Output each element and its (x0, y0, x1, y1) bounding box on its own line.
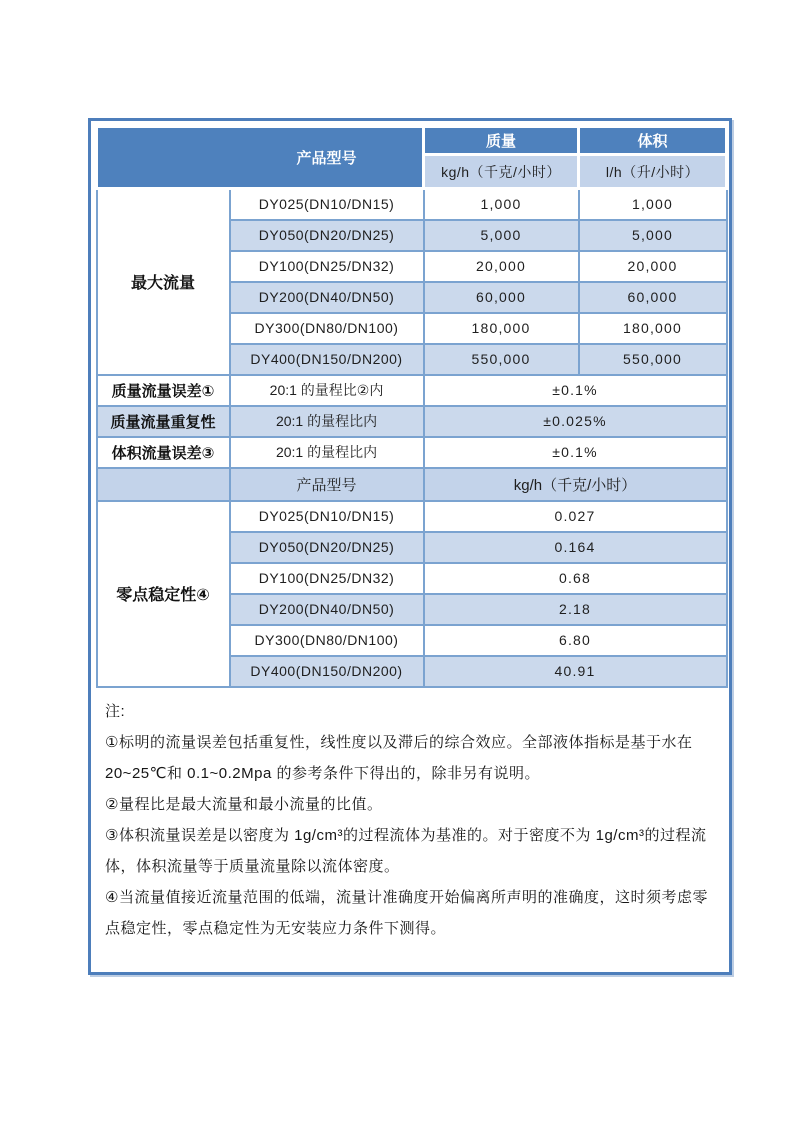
accuracy-value: ±0.1% (424, 375, 727, 406)
header-mass-unit: kg/h（千克/小时） (424, 155, 579, 189)
model-cell: DY100(DN25/DN32) (230, 563, 424, 594)
model-cell: DY300(DN80/DN100) (230, 625, 424, 656)
model-cell: DY050(DN20/DN25) (230, 220, 424, 251)
mass-value-cell: 1,000 (424, 189, 579, 220)
accuracy-condition: 20:1 的量程比内 (230, 406, 424, 437)
zero-value-cell: 0.027 (424, 501, 727, 532)
spec-table (95, 125, 728, 688)
mass-value-cell: 180,000 (424, 313, 579, 344)
mass-value-cell: 20,000 (424, 251, 579, 282)
volume-value-cell: 550,000 (579, 344, 727, 375)
zero-value-cell: 40.91 (424, 656, 727, 687)
accuracy-label: 质量流量误差① (97, 375, 230, 406)
volume-value-cell: 5,000 (579, 220, 727, 251)
model-cell: DY200(DN40/DN50) (230, 594, 424, 625)
note-item: ②量程比是最大流量和最小流量的比值。 (105, 795, 383, 813)
max-flow-label: 最大流量 (97, 189, 230, 375)
mid-header-product-model: 产品型号 (230, 468, 424, 501)
spec-panel (88, 118, 732, 975)
accuracy-row (97, 437, 727, 468)
header-volume: 体积 (579, 127, 727, 155)
volume-value-cell: 1,000 (579, 189, 727, 220)
accuracy-label: 体积流量误差③ (97, 437, 230, 468)
model-cell: DY300(DN80/DN100) (230, 313, 424, 344)
max-flow-row (97, 189, 727, 220)
accuracy-row (97, 375, 727, 406)
volume-value-cell: 60,000 (579, 282, 727, 313)
zero-value-cell: 2.18 (424, 594, 727, 625)
accuracy-condition: 20:1 的量程比内 (230, 437, 424, 468)
mass-value-cell: 550,000 (424, 344, 579, 375)
header-mass: 质量 (424, 127, 579, 155)
accuracy-row (97, 406, 727, 437)
mid-header-unit: kg/h（千克/小时） (424, 468, 727, 501)
zero-stability-row (97, 501, 727, 532)
volume-value-cell: 20,000 (579, 251, 727, 282)
model-cell: DY100(DN25/DN32) (230, 251, 424, 282)
mass-value-cell: 60,000 (424, 282, 579, 313)
accuracy-condition: 20:1 的量程比②内 (230, 375, 424, 406)
header-volume-unit: l/h（升/小时） (579, 155, 727, 189)
zero-stability-label: 零点稳定性④ (97, 501, 230, 687)
accuracy-label: 质量流量重复性 (97, 406, 230, 437)
zero-value-cell: 0.164 (424, 532, 727, 563)
mass-value-cell: 5,000 (424, 220, 579, 251)
mid-header-empty-cell (97, 468, 230, 501)
model-cell: DY400(DN150/DN200) (230, 344, 424, 375)
zero-value-cell: 0.68 (424, 563, 727, 594)
model-cell: DY050(DN20/DN25) (230, 532, 424, 563)
note-item: ④当流量值接近流量范围的低端，流量计准确度开始偏离所声明的准确度，这时须考虑零点稳定性，零点稳定性为无安装应力条件下测得。 (105, 888, 708, 937)
note-item: ③体积流量误差是以密度为 1g/cm³的过程流体为基准的。对于密度不为 1g/cm³的过程流体，体积流量等于质量流量除以流体密度。 (105, 826, 707, 875)
model-cell: DY025(DN10/DN15) (230, 189, 424, 220)
header-product-model: 产品型号 (97, 127, 424, 189)
accuracy-value: ±0.1% (424, 437, 727, 468)
model-cell: DY025(DN10/DN15) (230, 501, 424, 532)
mid-header-row (97, 468, 727, 501)
model-cell: DY200(DN40/DN50) (230, 282, 424, 313)
model-cell: DY400(DN150/DN200) (230, 656, 424, 687)
note-item: ①标明的流量误差包括重复性，线性度以及滞后的综合效应。全部液体指标是基于水在20~25℃和 0.1~0.2Mpa 的参考条件下得出的，除非另有说明。 (105, 733, 693, 782)
zero-value-cell: 6.80 (424, 625, 727, 656)
notes-section (95, 688, 725, 944)
accuracy-value: ±0.025% (424, 406, 727, 437)
volume-value-cell: 180,000 (579, 313, 727, 344)
notes-title: 注: (105, 702, 126, 720)
